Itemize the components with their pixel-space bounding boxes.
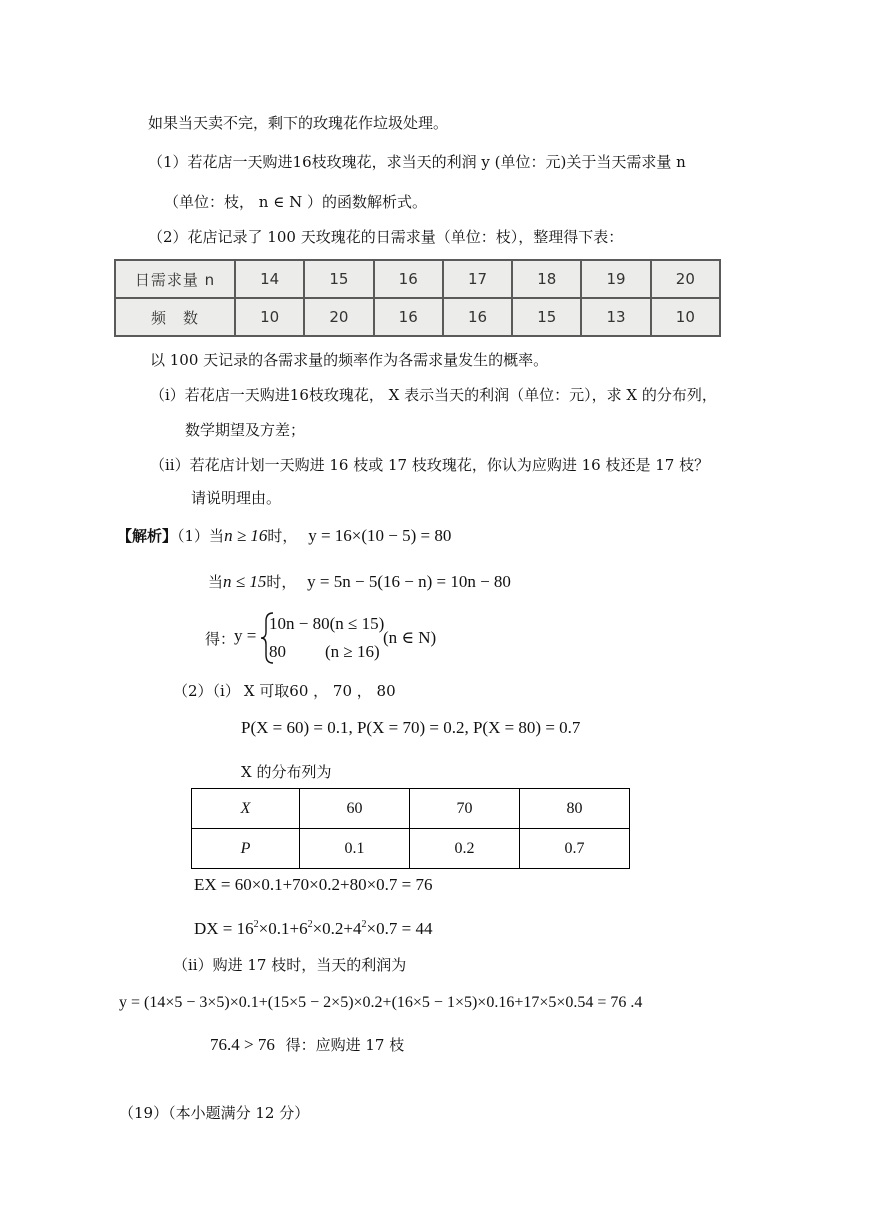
question-1-line-1: （1）若花店一天购进16枝玫瑰花，求当天的利润 y (单位：元)关于当天需求量 n [148, 153, 686, 171]
solution-step-label: 当 [208, 573, 224, 591]
x-label-cell: X [192, 789, 300, 829]
piecewise-domain: (n ∈ N) [383, 628, 437, 647]
piecewise-case-2-condition: (n ≥ 16) [325, 642, 380, 661]
question-1-line-2: （单位：枝， n ∈ N ）的函数解析式。 [164, 193, 427, 211]
equation: y = 5n − 5(16 − n) = 10n − 80 [307, 572, 511, 591]
question-ii-line-2: 请说明理由。 [191, 489, 282, 507]
distribution-table [191, 788, 630, 869]
solution-line-1 [117, 526, 451, 546]
table-cell: 17 [443, 260, 512, 298]
table-cell: 10 [235, 298, 304, 336]
table-cell: 18 [512, 260, 581, 298]
intro-text: 如果当天卖不完，剩下的玫瑰花作垃圾处理。 [148, 114, 449, 132]
question-ii-line-1: （ii）若花店计划一天购进 16 枝或 17 枝玫瑰花，你认为应购进 16 枝还是 17 枝？ [150, 456, 710, 474]
solution-step-label: （2）（i） [173, 682, 240, 700]
piecewise-case-2-value: 80 [269, 642, 286, 661]
exponent: 2 [307, 919, 313, 930]
solution-part-ii: （ii）购进 17 枝时，当天的利润为 [173, 956, 407, 974]
table-cell: 16 [374, 260, 443, 298]
table-row [115, 260, 720, 298]
question-2-line-1: （2）花店记录了 100 天玫瑰花的日需求量（单位：枝），整理得下表： [148, 228, 624, 246]
table-cell: 19 [581, 260, 650, 298]
question-i-line-1: （i）若花店一天购进16枝玫瑰花， X 表示当天的利润（单位：元），求 X 的分布列， [150, 386, 717, 404]
table-cell: 20 [304, 298, 373, 336]
solution-label: 【解析】 [117, 527, 178, 545]
solution-step-label: （1）当 [177, 527, 225, 545]
profit-equation-17: y = (14×5 − 3×5)×0.1+(15×5 − 2×5)×0.2+(16×5 − 1×5)×0.16+17×5×0.54 = 76 .4 [119, 994, 643, 1011]
probability-note: 以 100 天记录的各需求量的频率作为各需求量发生的概率。 [150, 351, 549, 369]
equation: y = 16×(10 − 5) = 80 [308, 526, 452, 545]
conclusion-line [210, 1035, 404, 1055]
table-cell: 20 [651, 260, 720, 298]
variance-equation [194, 915, 432, 939]
table-cell: 14 [235, 260, 304, 298]
variance-part: ×0.7 = 44 [366, 919, 433, 938]
exponent: 2 [361, 919, 367, 930]
row-header-frequency: 频 数 [115, 298, 235, 336]
table-cell: 0.1 [300, 829, 410, 869]
piecewise-label: 得： [205, 630, 236, 648]
condition-math: n ≥ 16 [224, 526, 268, 545]
solution-part-2 [173, 681, 396, 701]
conclusion-text: 得：应购进 17 枝 [285, 1036, 405, 1054]
table-cell: 13 [581, 298, 650, 336]
table-cell: 16 [374, 298, 443, 336]
table-row [192, 829, 630, 869]
p-label-cell: P [192, 829, 300, 869]
solution-connector: 时， [266, 573, 297, 591]
distribution-title: X 的分布列为 [241, 763, 332, 781]
piecewise-lhs: y = [234, 626, 257, 645]
question-i-line-2: 数学期望及方差； [185, 421, 306, 439]
table-cell: 16 [443, 298, 512, 336]
possible-values: X 可取60 ， 70 ， 80 [243, 682, 396, 700]
row-header-demand: 日需求量 n [115, 260, 235, 298]
probability-equations: P(X = 60) = 0.1, P(X = 70) = 0.2, P(X = 80) = 0.7 [241, 718, 581, 737]
comparison-math: 76.4 > 76 [210, 1035, 275, 1054]
next-problem-heading: （19）（本小题满分 12 分） [119, 1104, 310, 1122]
table-cell: 10 [651, 298, 720, 336]
solution-connector: 时， [267, 527, 298, 545]
table-cell: 80 [520, 789, 630, 829]
table-row [192, 789, 630, 829]
solution-line-2 [208, 572, 511, 592]
exponent: 2 [253, 919, 259, 930]
table-cell: 15 [512, 298, 581, 336]
table-cell: 60 [300, 789, 410, 829]
table-cell: 70 [410, 789, 520, 829]
variance-part: ×0.1+6 [258, 919, 308, 938]
table-cell: 0.7 [520, 829, 630, 869]
piecewise-case-1: 10n − 80(n ≤ 15) [269, 614, 385, 633]
expectation-equation: EX = 60×0.1+70×0.2+80×0.7 = 76 [194, 875, 433, 894]
variance-part: ×0.2+4 [312, 919, 362, 938]
table-row [115, 298, 720, 336]
table-cell: 15 [304, 260, 373, 298]
demand-frequency-table [114, 259, 721, 337]
variance-part: DX = 16 [194, 919, 254, 938]
condition-math: n ≤ 15 [223, 572, 267, 591]
table-cell: 0.2 [410, 829, 520, 869]
